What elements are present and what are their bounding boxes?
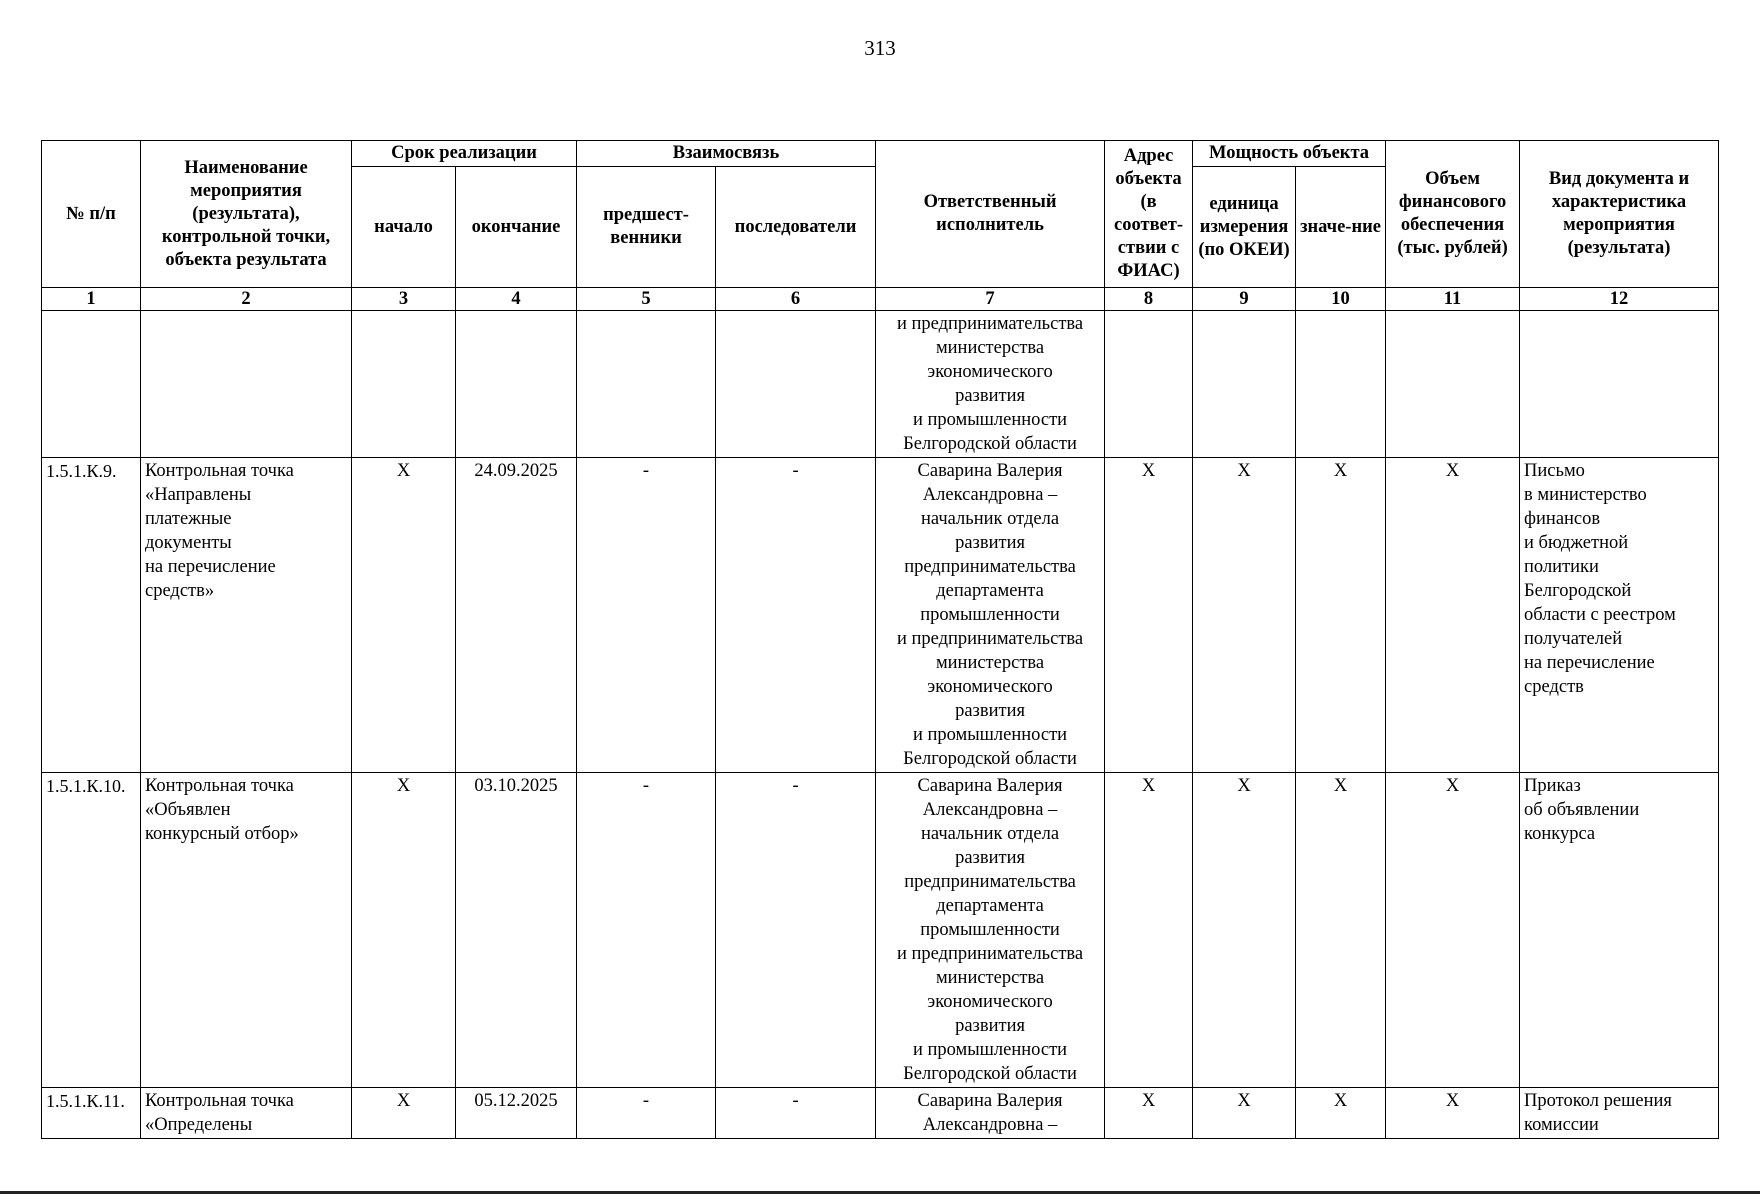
row-predecessors: - (577, 1088, 716, 1139)
column-number: 2 (141, 288, 352, 311)
row-address: Х (1105, 773, 1193, 1088)
row-num: 1.5.1.К.9. (42, 458, 141, 773)
row-finance (1386, 311, 1520, 458)
row-end: 03.10.2025 (456, 773, 577, 1088)
activity-plan-table (41, 140, 1719, 1139)
row-responsible: и предпринимательства министерства экономического развития и промышленности Белгородской области (876, 311, 1105, 458)
row-address: Х (1105, 458, 1193, 773)
column-number: 1 (42, 288, 141, 311)
row-start: Х (352, 458, 456, 773)
table-row (42, 458, 1719, 773)
column-number: 5 (577, 288, 716, 311)
row-responsible: Саварина Валерия Александровна – (876, 1088, 1105, 1139)
row-finance: Х (1386, 1088, 1520, 1139)
row-end (456, 311, 577, 458)
row-doc: Протокол решения комиссии (1520, 1088, 1719, 1139)
table-row (42, 773, 1719, 1088)
row-name: Контрольная точка «Определены (141, 1088, 352, 1139)
column-number: 8 (1105, 288, 1193, 311)
header-predecessors: предшест-венники (577, 167, 716, 288)
row-unit: Х (1193, 773, 1296, 1088)
row-finance: Х (1386, 458, 1520, 773)
column-number: 3 (352, 288, 456, 311)
column-number: 12 (1520, 288, 1719, 311)
row-successors (716, 311, 876, 458)
row-finance: Х (1386, 773, 1520, 1088)
row-start: Х (352, 1088, 456, 1139)
header-doc: Вид документа и характеристика мероприятия (результата) (1520, 141, 1719, 288)
row-address (1105, 311, 1193, 458)
row-successors: - (716, 1088, 876, 1139)
header-value: значе-ние (1296, 167, 1386, 288)
row-name: Контрольная точка «Направлены платежные документы на перечисление средств» (141, 458, 352, 773)
row-value (1296, 311, 1386, 458)
row-successors: - (716, 458, 876, 773)
header-successors: последователи (716, 167, 876, 288)
row-num: 1.5.1.К.10. (42, 773, 141, 1088)
header-capacity: Мощность объекта (1193, 141, 1386, 167)
row-start: Х (352, 773, 456, 1088)
row-end: 24.09.2025 (456, 458, 577, 773)
table-row (42, 1088, 1719, 1139)
row-unit (1193, 311, 1296, 458)
header-period: Срок реализации (352, 141, 577, 167)
row-predecessors: - (577, 773, 716, 1088)
column-number: 11 (1386, 288, 1520, 311)
row-value: Х (1296, 1088, 1386, 1139)
header-row-top (42, 141, 1719, 167)
column-number-row (42, 288, 1719, 311)
header-end: окончание (456, 167, 577, 288)
row-predecessors: - (577, 458, 716, 773)
row-name: Контрольная точка «Объявлен конкурсный отбор» (141, 773, 352, 1088)
row-doc (1520, 311, 1719, 458)
header-name: Наименование мероприятия (результата), контрольной точки, объекта результата (141, 141, 352, 288)
row-num: 1.5.1.К.11. (42, 1088, 141, 1139)
header-relation: Взаимосвязь (577, 141, 876, 167)
table-row (42, 311, 1719, 458)
header-num: № п/п (42, 141, 141, 288)
row-doc: Письмо в министерство финансов и бюджетной политики Белгородской области с реестром получателей на перечисление средств (1520, 458, 1719, 773)
row-value: Х (1296, 458, 1386, 773)
row-doc: Приказ об объявлении конкурса (1520, 773, 1719, 1088)
column-number: 7 (876, 288, 1105, 311)
row-address: Х (1105, 1088, 1193, 1139)
row-unit: Х (1193, 458, 1296, 773)
row-unit: Х (1193, 1088, 1296, 1139)
row-predecessors (577, 311, 716, 458)
column-number: 6 (716, 288, 876, 311)
footer-divider (0, 1191, 1760, 1194)
header-unit: единица измерения (по ОКЕИ) (1193, 167, 1296, 288)
row-start (352, 311, 456, 458)
row-name (141, 311, 352, 458)
header-finance: Объем финансового обеспечения (тыс. рублей) (1386, 141, 1520, 288)
header-start: начало (352, 167, 456, 288)
page-number: 313 (864, 36, 896, 60)
row-num (42, 311, 141, 458)
row-responsible: Саварина Валерия Александровна – начальник отдела развития предпринимательства департамента промышленности и предпринимательства министерства экономического развития и промышленности Белгородской области (876, 773, 1105, 1088)
header-responsible: Ответственный исполнитель (876, 141, 1105, 288)
column-number: 10 (1296, 288, 1386, 311)
column-number: 9 (1193, 288, 1296, 311)
row-successors: - (716, 773, 876, 1088)
row-end: 05.12.2025 (456, 1088, 577, 1139)
header-address: Адрес объекта (в соответ-ствии с ФИАС) (1105, 141, 1193, 288)
row-value: Х (1296, 773, 1386, 1088)
row-responsible: Саварина Валерия Александровна – начальник отдела развития предпринимательства департамента промышленности и предпринимательства министерства экономического развития и промышленности Белгородской области (876, 458, 1105, 773)
column-number: 4 (456, 288, 577, 311)
